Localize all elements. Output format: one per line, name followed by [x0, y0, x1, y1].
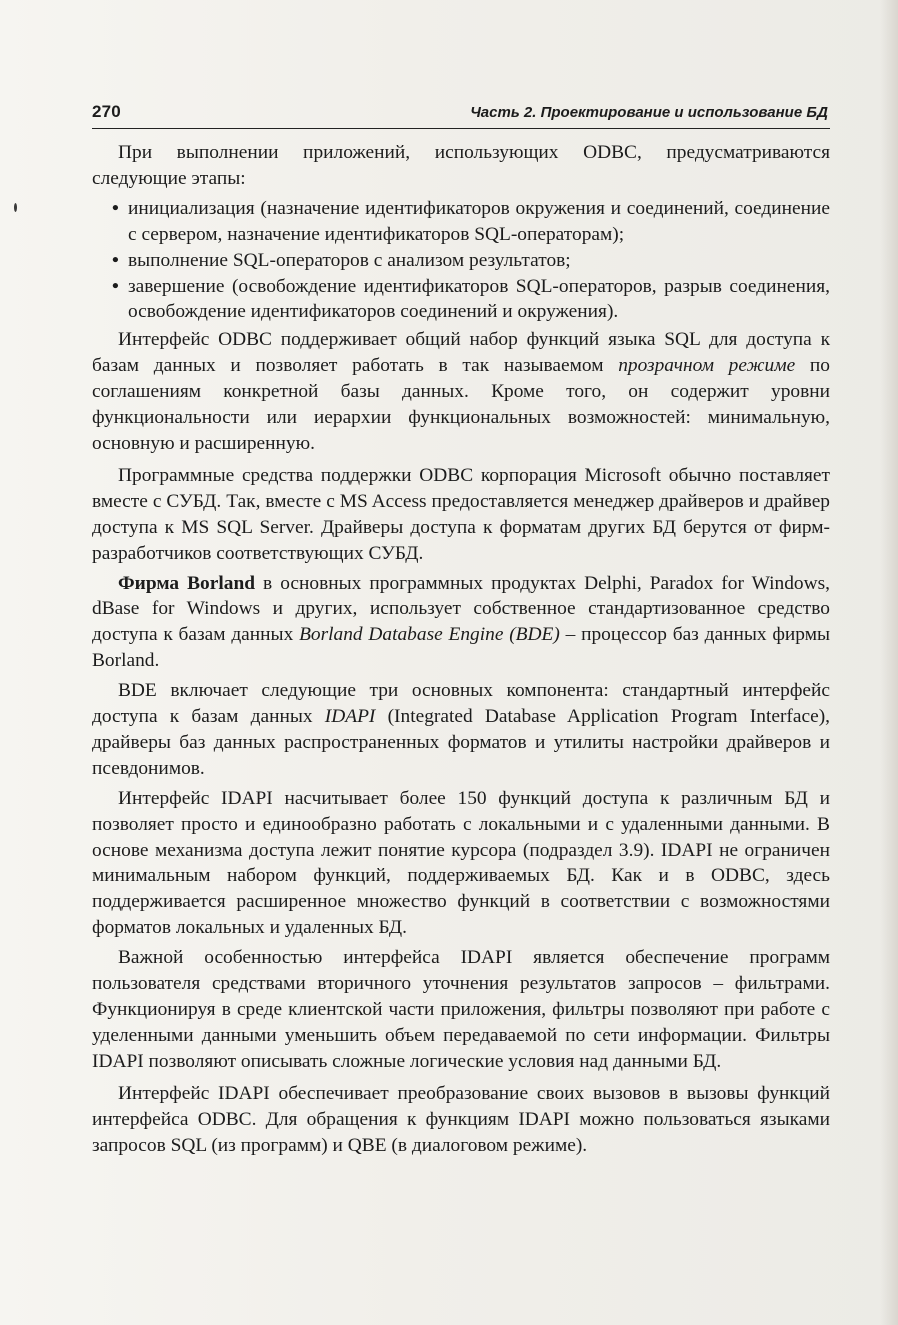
paragraph-text: в основных программных продуктах Delphi, Paradox for Windows, dBase for Windows и других, использует собственное стандартизованное средство доступа к базам данных	[92, 572, 830, 646]
bullet-icon: •	[112, 249, 119, 271]
paragraph-text: Интерфейс ODBC поддерживает общий набор функций языка SQL для доступа к базам данных и позволяет работать в так называемом	[92, 329, 830, 377]
running-head: Часть 2. Проектирование и использование БД	[470, 104, 828, 121]
list-item	[92, 274, 830, 326]
paragraph-borland	[92, 571, 830, 675]
list-item-text: выполнение SQL-операторов с анализом результатов;	[128, 249, 571, 271]
paragraph-text: – процессор баз данных фирмы Borland.	[92, 624, 830, 672]
paragraph-odbc-microsoft: Программные средства поддержки ODBC корпорация Microsoft обычно поставляет вместе с СУБД. Так, вместе с MS Access предоставляется менеджер драйверов и драйвер доступа к MS SQL Server. Драйверы доступа к форматам других БД берутся от фирм-разработчиков соответствующих СУБД.	[92, 464, 830, 564]
paragraph-text: BDE включает следующие три основных компонента: стандартный интерфейс доступа к базам данных	[92, 680, 830, 728]
page-body	[92, 140, 830, 1162]
paragraph-text: (Integrated Database Application Program Interface), драйверы баз данных распространенных форматов и утилиты настройки драйверов и псевдонимов.	[92, 706, 830, 779]
bullet-icon: •	[112, 197, 119, 219]
paragraph-text: по соглашениям конкретной базы данных. Кроме того, он содержит уровни функциональности или иерархии функциональных возможностей: минимальную, основную и расширенную.	[92, 355, 830, 454]
emphasis-text: прозрачном режиме	[618, 355, 796, 377]
list-item	[92, 196, 830, 248]
paragraph-idapi-filters: Важной особенностью интерфейса IDAPI является обеспечение программ пользователя средствами вторичного уточнения результатов запросов – фильтрами. Функционируя в среде клиентской части приложения, фильтры позволяют при работе с уделенными данными уменьшить объем передаваемой по сети информации. Фильтры IDAPI позволяют описывать сложные логические условия над данными БД.	[92, 947, 830, 1072]
list-item-text: инициализация (назначение идентификаторов окружения и соединений, соединение с сервером, назначение идентификаторов SQL-операторам);	[128, 197, 830, 245]
paragraph-bde	[92, 678, 830, 782]
stages-list	[92, 196, 830, 326]
intro-paragraph: При выполнении приложений, использующих ODBC, предусматриваются следующие этапы:	[92, 142, 830, 189]
list-item	[92, 248, 830, 274]
paragraph-odbc-functions	[92, 327, 830, 457]
scan-mark	[14, 203, 17, 212]
list-item-text: завершение (освобождение идентификаторов SQL-операторов, разрыв соединения, освобождение идентификаторов соединений и окружения).	[128, 275, 830, 323]
page-header	[92, 100, 830, 129]
bullet-icon: •	[112, 275, 119, 297]
emphasis-text: Borland Database Engine (BDE)	[299, 624, 560, 646]
paragraph-idapi-odbc: Интерфейс IDAPI обеспечивает преобразование своих вызовов в вызовы функций интерфейса ODBC. Для обращения к функциям IDAPI можно пользоваться языками запросов SQL (из программ) и QBE (в диалоговом режиме).	[92, 1082, 830, 1156]
page-edge-shadow	[880, 0, 898, 1325]
emphasis-text: IDAPI	[324, 706, 376, 728]
page-number: 270	[92, 102, 121, 121]
bold-term: Фирма Borland	[118, 572, 256, 594]
paragraph-idapi-functions: Интерфейс IDAPI насчитывает более 150 функций доступа к различным БД и позволяет просто и единообразно работать с локальными и с удаленными данными. В основе механизма доступа лежит понятие курсора (подраздел 3.9). IDAPI не ограничен минимальным набором функций, поддерживаемых БД. Как и в ODBC, здесь поддерживается расширенное множество функций в соответствии с возможностями форматов локальных и удаленных БД.	[92, 787, 830, 939]
